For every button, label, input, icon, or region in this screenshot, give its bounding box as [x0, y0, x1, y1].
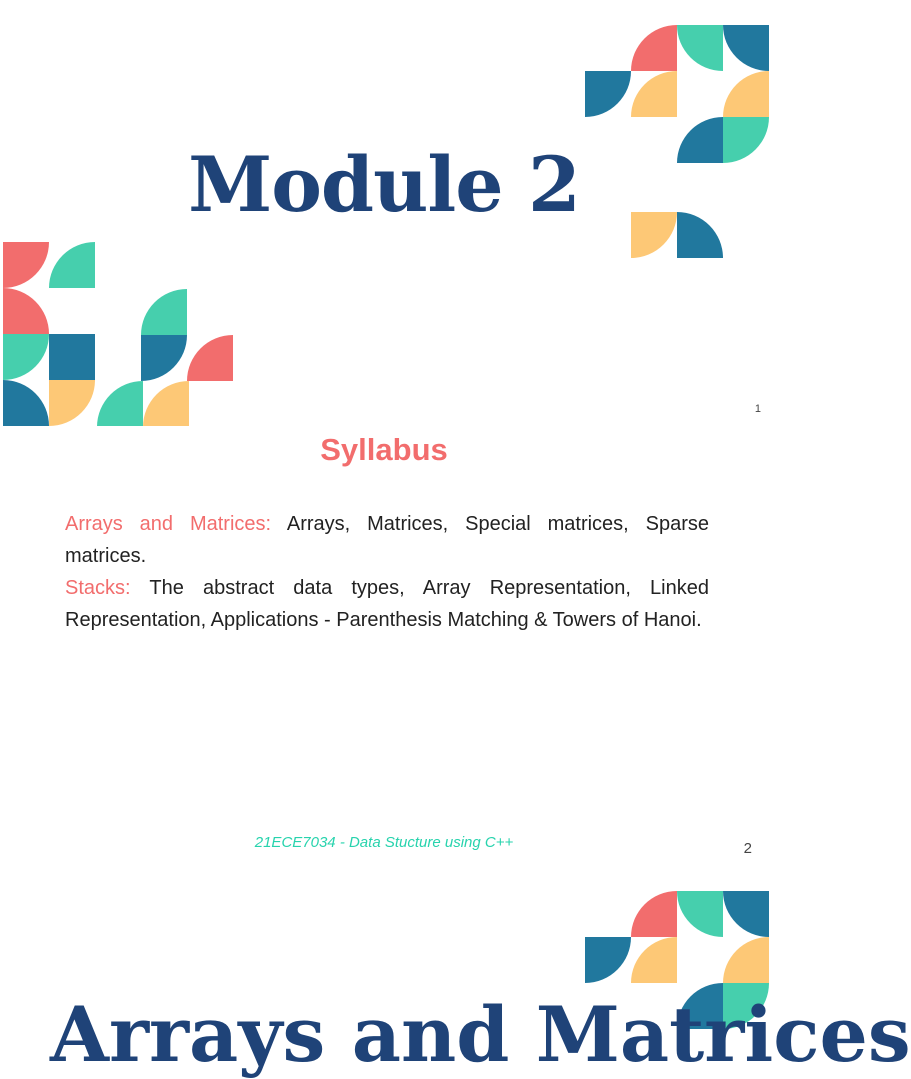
slide-syllabus — [0, 426, 768, 872]
slide-arrays-and-matrices — [0, 872, 911, 1079]
topic-text: The abstract data types, Array Representation, Linked Representation, Applications - Parenthesis Matching & Towers of Hanoi. — [65, 577, 709, 631]
slide-module-title — [0, 0, 768, 426]
page-number: 1 — [754, 403, 761, 415]
topic-text: Arrays, Matrices, Special matrices, Sparse matrices. — [65, 513, 710, 567]
syllabus-body — [65, 508, 709, 636]
page-number: 2 — [743, 840, 752, 857]
syllabus-topic — [65, 577, 709, 631]
course-footer: 21ECE7034 - Data Stucture using C++ — [254, 834, 514, 851]
topic-label: Arrays and Matrices: — [65, 513, 272, 535]
slide-title: Arrays and Matrices — [50, 990, 911, 1079]
topic-label: Stacks: — [65, 577, 131, 599]
module-title: Module 2 — [188, 140, 580, 229]
syllabus-heading: Syllabus — [320, 432, 448, 467]
syllabus-topic — [65, 513, 709, 567]
